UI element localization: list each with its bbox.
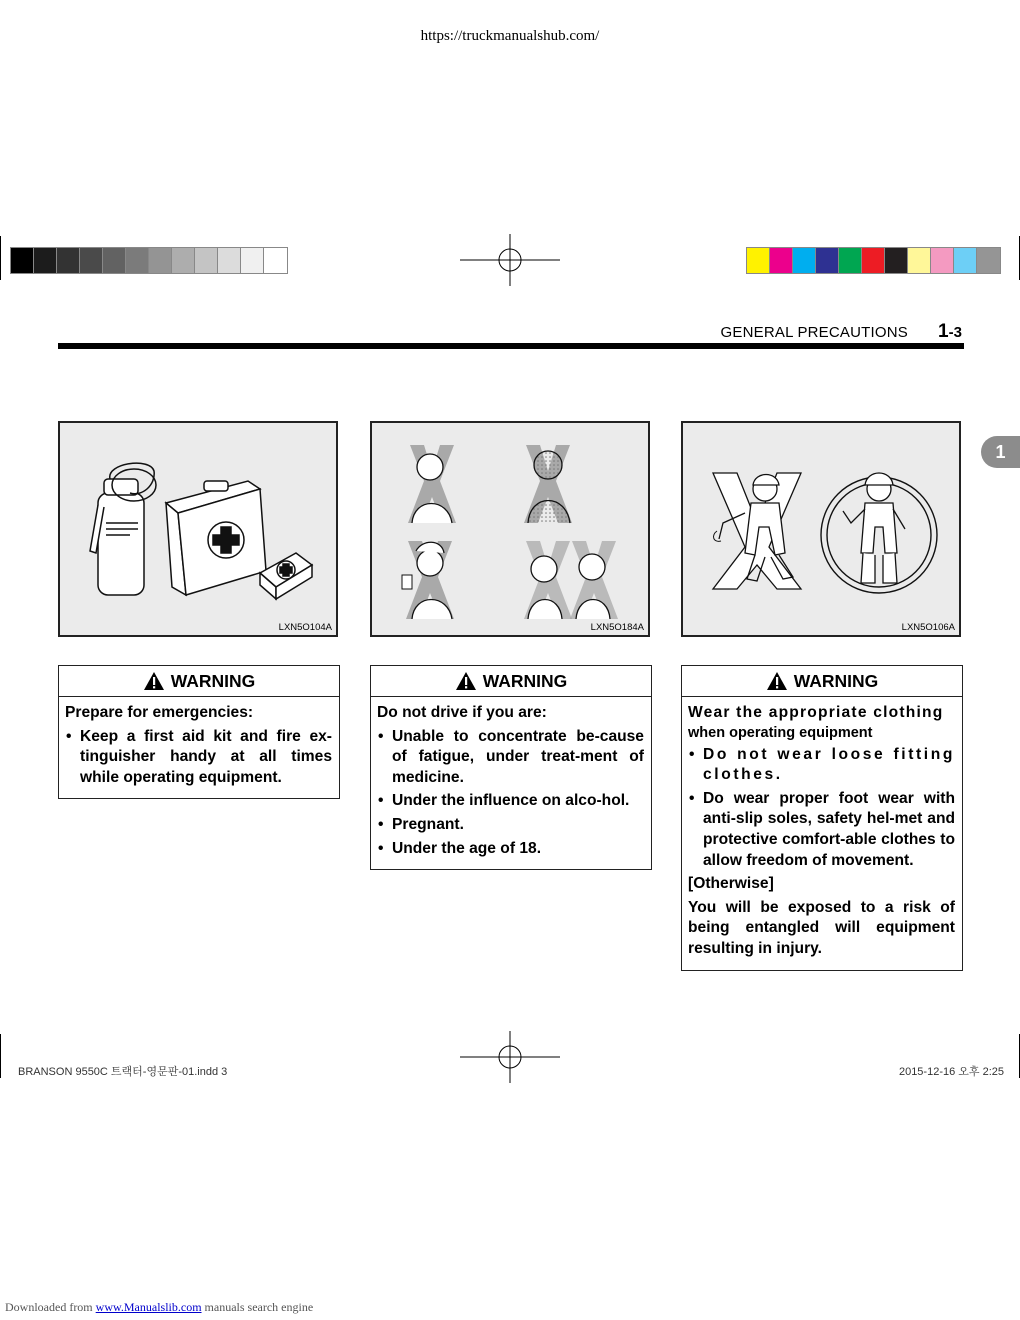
warning-body: [371, 697, 651, 869]
loose-clothing-worker-icon: [713, 473, 801, 589]
first-aid-kit-icon: [166, 481, 266, 595]
color-swatch: [57, 248, 80, 273]
warning-title: WARNING: [170, 670, 256, 691]
warning-triangle-icon: [766, 671, 788, 691]
warning-body: [59, 697, 339, 798]
download-suffix: manuals search engine: [201, 1300, 314, 1314]
warning-item: • Pregnant.: [377, 815, 644, 836]
children-icon: [524, 541, 618, 619]
crop-mark-left: [0, 236, 1, 280]
color-swatch: [908, 248, 931, 273]
proper-clothing-worker-icon: [821, 473, 937, 593]
chapter-side-tab: 1: [981, 436, 1020, 468]
figure-proper-clothing: [681, 421, 961, 637]
warning-body: [682, 697, 962, 970]
otherwise-text: You will be exposed to a risk of being entangled will equipment resulting in injury.: [688, 898, 955, 957]
crop-mark-bottom-left: [0, 1034, 1, 1078]
warning-item: • Keep a first aid kit and fire ex-tinguisher handy at all times while operating equipment.: [65, 727, 332, 789]
color-swatch: [195, 248, 218, 273]
tired-person-icon: [408, 445, 456, 523]
warning-item: • Do wear proper foot wear with anti-slip soles, safety hel-met and protective comfort-able clothes to allow freedom of movement.: [688, 789, 955, 871]
registration-mark-bottom: [460, 1031, 560, 1083]
small-first-aid-box-icon: [260, 553, 312, 599]
color-swatch: [264, 248, 287, 273]
grayscale-color-bar: [10, 247, 288, 274]
color-swatch: [954, 248, 977, 273]
header-rule: [58, 343, 964, 349]
figure-emergency-equipment: [58, 421, 338, 637]
color-swatch: [241, 248, 264, 273]
warning-intro: Prepare for emergencies:: [65, 704, 254, 721]
figure-unfit-drivers: [370, 421, 650, 637]
figure-code: LXN5O104A: [278, 622, 332, 633]
indd-date-slug: 2015-12-16 오후 2:25: [898, 1066, 1004, 1078]
warning-item: • Under the influence on alco-hol.: [377, 791, 644, 812]
color-swatch: [172, 248, 195, 273]
warning-title: WARNING: [793, 670, 879, 691]
color-swatch: [103, 248, 126, 273]
source-url[interactable]: https://truckmanualshub.com/: [420, 28, 600, 44]
color-swatch: [149, 248, 172, 273]
color-swatch: [862, 248, 885, 273]
page-in-chapter: 3: [953, 324, 962, 341]
color-swatch: [218, 248, 241, 273]
warning-header: [682, 666, 962, 697]
color-swatch: [34, 248, 57, 273]
drinking-person-icon: [402, 541, 454, 619]
chapter-number: 1: [938, 321, 949, 342]
warning-triangle-icon: [455, 671, 477, 691]
warning-box-clothing: [681, 665, 963, 971]
fire-extinguisher-icon: [90, 463, 156, 595]
page-separator: -: [948, 324, 954, 341]
warning-box-emergencies: [58, 665, 340, 799]
warning-title: WARNING: [482, 670, 568, 691]
warning-intro: Do not drive if you are:: [377, 704, 547, 721]
color-swatch: [770, 248, 793, 273]
color-swatch: [126, 248, 149, 273]
color-swatch: [747, 248, 770, 273]
warning-triangle-icon: [143, 671, 165, 691]
download-prefix: Downloaded from: [5, 1300, 96, 1314]
indd-file-slug: BRANSON 9550C 트랙터-영문판-01.indd 3: [18, 1066, 228, 1078]
color-swatch: [80, 248, 103, 273]
warning-intro: Wear the appropriate clothing: [688, 704, 944, 721]
color-swatch: [11, 248, 34, 273]
color-swatch: [885, 248, 908, 273]
warning-item: • Under the age of 18.: [377, 839, 644, 860]
color-swatch: [793, 248, 816, 273]
download-credit: [5, 1300, 313, 1315]
warning-box-driver-fitness: [370, 665, 652, 870]
otherwise-label: [Otherwise]: [688, 875, 774, 893]
color-swatch: [931, 248, 954, 273]
warning-item: • Unable to concentrate be-cause of fatigue, under treat-ment of medicine.: [377, 727, 644, 789]
page-number: [938, 321, 962, 343]
color-swatch: [839, 248, 862, 273]
figure-code: LXN5O184A: [590, 622, 644, 633]
warning-intro-continued: when operating equipment: [688, 724, 873, 741]
warning-header: [371, 666, 651, 697]
manualslib-link[interactable]: www.Manualslib.com: [95, 1300, 202, 1314]
section-title: GENERAL PRECAUTIONS: [720, 324, 908, 341]
process-color-bar: [746, 247, 1001, 274]
color-swatch: [816, 248, 839, 273]
registration-mark-top: [460, 234, 560, 286]
warning-header: [59, 666, 339, 697]
figure-code: LXN5O106A: [901, 622, 955, 633]
injured-person-icon: [524, 445, 572, 523]
color-swatch: [977, 248, 1000, 273]
warning-item: • Do not wear loose fitting clothes.: [688, 745, 955, 786]
